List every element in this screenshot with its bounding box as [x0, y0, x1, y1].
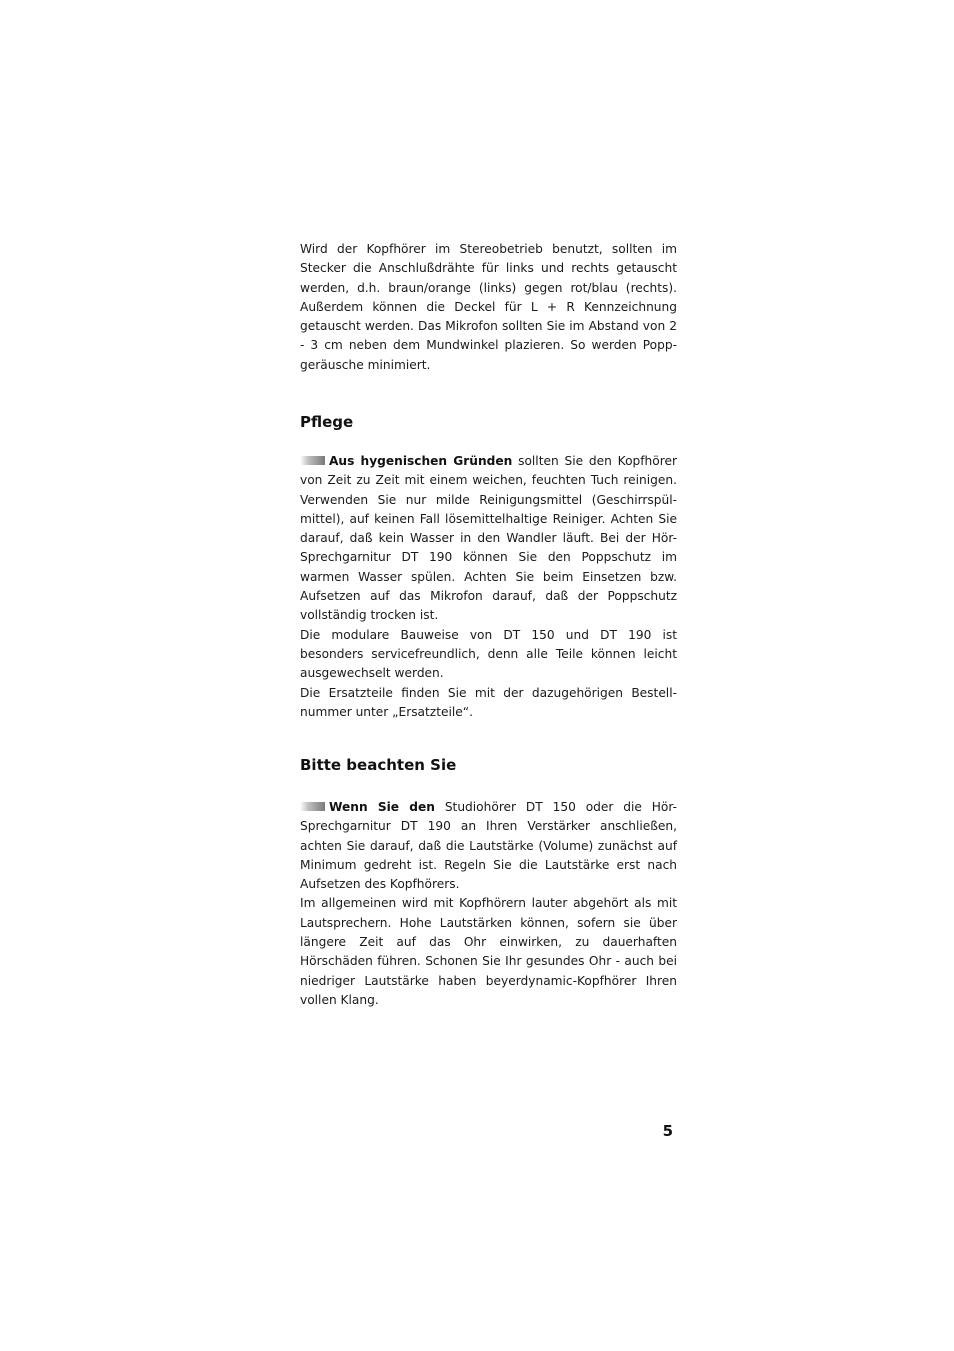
- beachten-paragraph-2: Im allgemeinen wird mit Kopfhörern lauter abgehört als mit Lautsprechern. Hohe Lautstärken können, sofern sie über längere Zeit auf das Ohr einwirken, zu dauerhaften Hörschäden führen. Schonen Sie Ihr gesundes Ohr - auch bei niedriger Lautstärke haben beyerdynamic-Kopfhörer Ihren vollen Klang.: [300, 896, 677, 1007]
- gradient-marker-icon: [300, 802, 325, 811]
- section-heading-bitte-beachten: Bitte beachten Sie: [300, 756, 457, 774]
- pflege-heading-block: [300, 412, 677, 432]
- section-heading-pflege: Pflege: [300, 413, 354, 431]
- beachten-lead-text: Wenn Sie den: [329, 800, 435, 814]
- intro-paragraph: Wird der Kopfhörer im Stereobetrieb benutzt, sollten im Stecker die Anschlußdrähte für links und rechts getauscht werden, d.h. braun/orange (links) gegen rot/blau (rechts). Außerdem können die Deckel für L + R Kennzeichnung getauscht werden. Das Mikrofon sollten Sie im Abstand von 2 - 3 cm neben dem Mundwinkel plazieren. So werden Poppgeräusche minimiert.: [300, 242, 677, 372]
- page-number: 5: [662, 1122, 673, 1140]
- beachten-paragraph-1-text: Studiohörer DT 150 oder die Hör-Sprechgarnitur DT 190 an Ihren Verstärker anschließen, achten Sie darauf, daß die Lautstärke (Volume) zunächst auf Minimum gedreht ist. Regeln Sie die Lautstärke erst nach Aufsetzen des Kopfhörers.: [300, 800, 677, 892]
- gradient-marker-icon: [300, 456, 325, 465]
- pflege-paragraph-1: [300, 452, 677, 626]
- pflege-paragraph-2: Die modulare Bauweise von DT 150 und DT 190 ist besonders servicefreundlich, denn alle Teile können leicht ausgewechselt werden.: [300, 627, 677, 681]
- pflege-paragraph-1-text: sollten Sie den Kopfhörer von Zeit zu Zeit mit einem weichen, feuchten Tuch reinigen. Verwenden Sie nur milde Reinigungsmittel (Geschirrspülmittel), auf keinen Fall lösemittelhaltige Reiniger. Achten Sie darauf, daß kein Wasser in den Wandler läuft. Bei der Hör-Sprechgarnitur DT 190 können Sie den Poppschutz im warmen Wasser spülen. Achten Sie beim Einsetzen bzw. Aufsetzen auf das Mikrofon darauf, daß der Poppschutz vollständig trocken ist.: [300, 454, 677, 623]
- beachten-heading-block: [300, 755, 677, 775]
- beachten-section: [300, 798, 677, 1010]
- beachten-paragraph-1: [300, 798, 677, 894]
- pflege-lead-text: Aus hygenischen Gründen: [329, 454, 513, 468]
- pflege-section: [300, 452, 677, 722]
- intro-section: [300, 240, 677, 375]
- pflege-paragraph-3: Die Ersatzteile finden Sie mit der dazugehörigen Bestellnummer unter „Ersatzteile“.: [300, 685, 677, 719]
